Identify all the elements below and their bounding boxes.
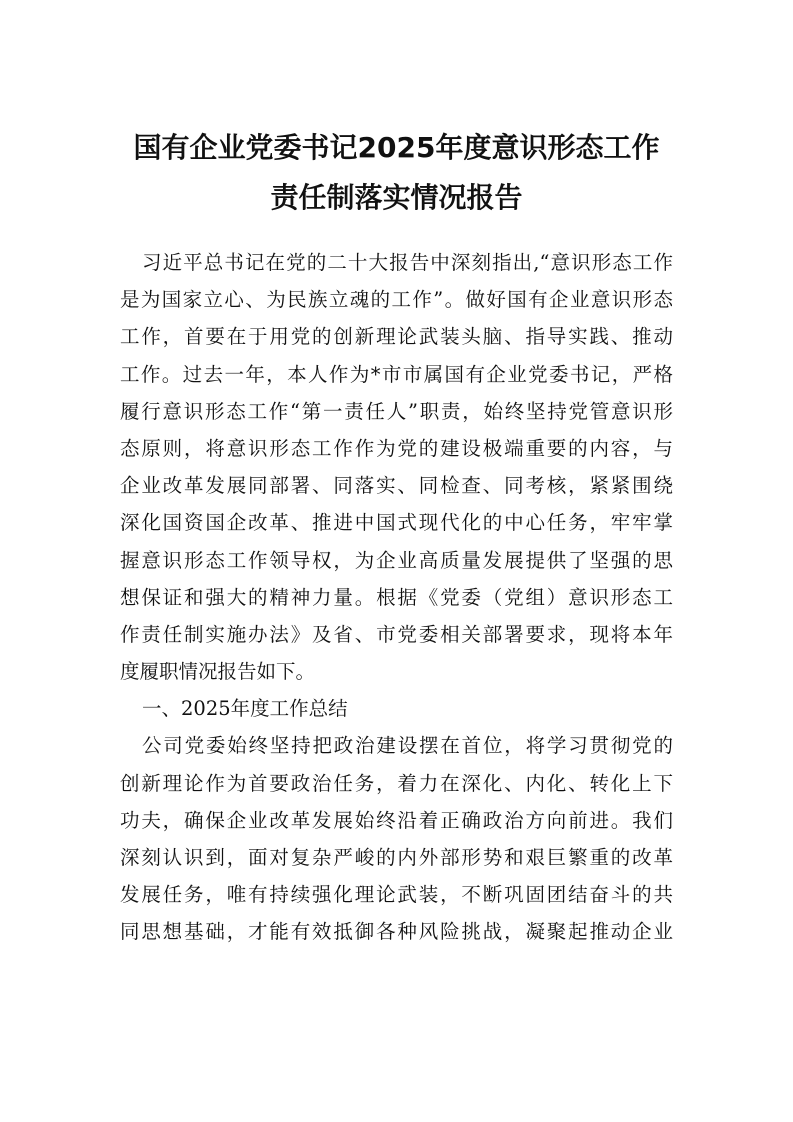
paragraph-intro: [120, 244, 673, 690]
text-line: 习近平总书记在党的二十大报告中深刻指出,“意识形态工作: [142, 251, 673, 274]
text-line: 创新理论作为首要政治任务，着力在深化、内化、转化上下: [120, 771, 673, 795]
section-heading: 一、2025年度工作总结: [142, 697, 348, 721]
text-line: 态原则，将意识形态工作作为党的建设极端重要的内容，与: [120, 436, 673, 460]
text-line: 发展任务，唯有持续强化理论武装，不断巩固团结奋斗的共: [120, 883, 673, 907]
text-line: 想保证和强大的精神力量。根据《党委（党组）意识形态工: [120, 585, 673, 609]
document-body: [120, 244, 673, 951]
text-line: 履行意识形态工作“第一责任人”职责，始终坚持党管意识形: [120, 399, 673, 423]
text-line: 同思想基础，才能有效抵御各种风险挑战，凝聚起推动企业: [120, 920, 673, 944]
text-line: 工作。过去一年，本人作为*市市属国有企业党委书记，严格: [120, 362, 673, 386]
text-line: 深化国资国企改革、推进中国式现代化的中心任务，牢牢掌: [120, 511, 673, 535]
text-line: 功夫，确保企业改革发展始终沿着正确政治方向前进。我们: [120, 808, 673, 832]
text-line: 作责任制实施办法》及省、市党委相关部署要求，现将本年: [120, 622, 673, 646]
document-title-line-1: 国有企业党委书记2025年度意识形态工作: [133, 131, 660, 164]
text-line: 公司党委始终坚持把政治建设摆在首位，将学习贯彻党的: [142, 734, 673, 758]
text-line: 工作，首要在于用党的创新理论武装头脑、指导实践、推动: [120, 325, 673, 349]
document-title-line-2: 责任制落实情况报告: [270, 181, 523, 214]
text-line: 是为国家立心、为民族立魂的工作”。做好国有企业意识形态: [120, 288, 673, 312]
text-line: 度履职情况报告如下。: [120, 660, 316, 684]
text-line: 握意识形态工作领导权，为企业高质量发展提供了坚强的思: [120, 548, 673, 572]
paragraph-summary: [120, 727, 673, 950]
text-line: 企业改革发展同部署、同落实、同检查、同考核，紧紧围绕: [120, 474, 673, 498]
text-line: 深刻认识到，面对复杂严峻的内外部形势和艰巨繁重的改革: [120, 846, 673, 869]
